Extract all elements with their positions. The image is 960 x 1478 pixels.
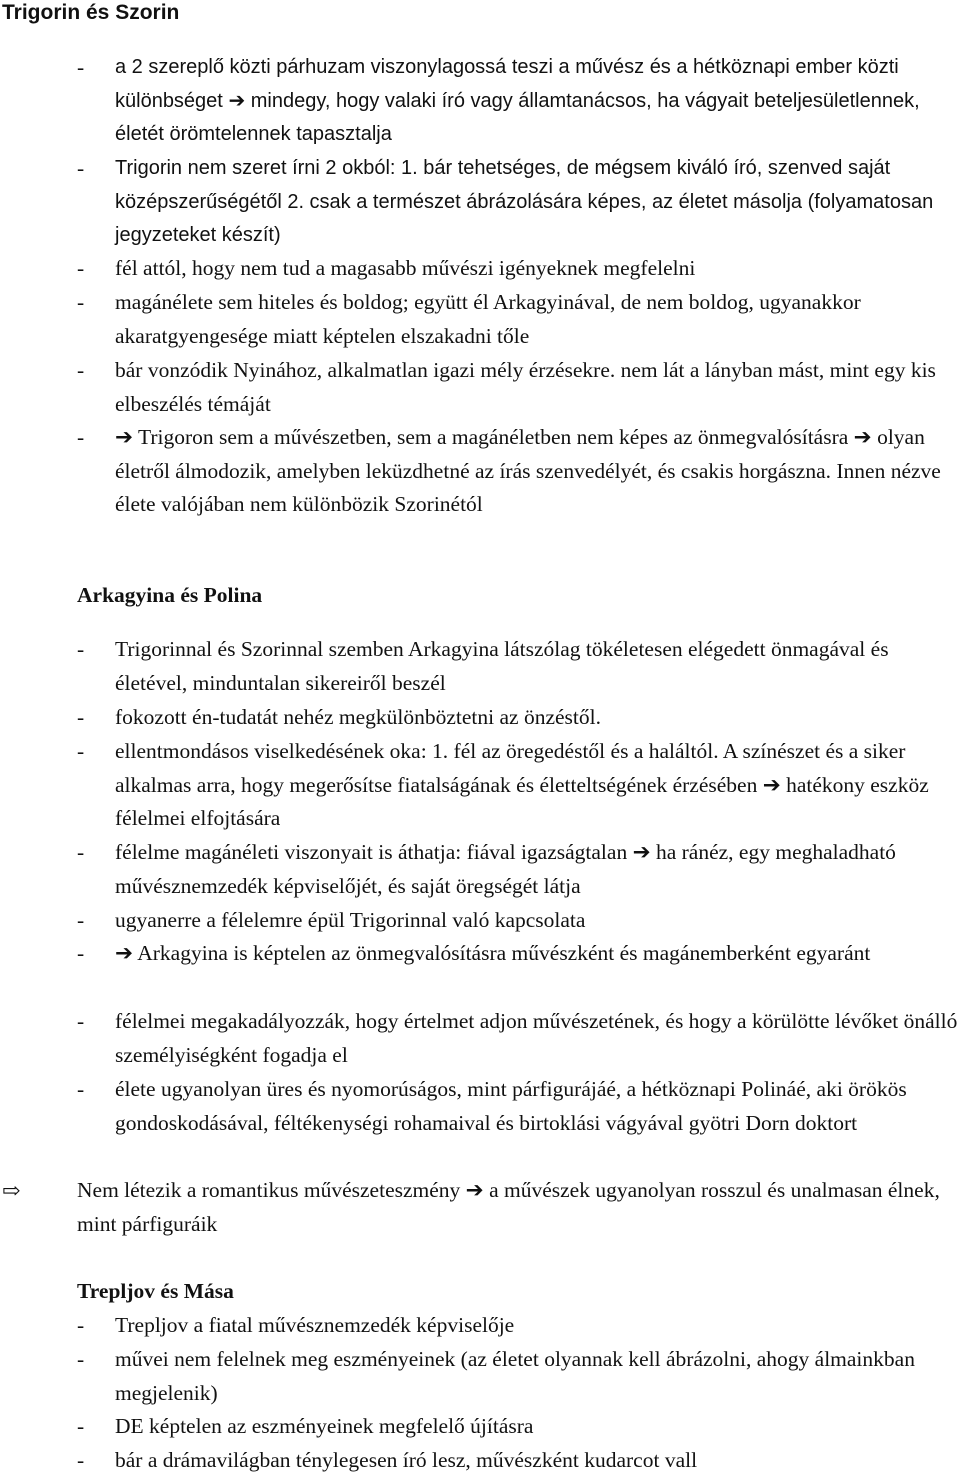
conclusion-text: Nem létezik a romantikus művészeteszmény <box>77 1178 461 1202</box>
section-heading: Trepljov és Mása <box>77 1279 234 1303</box>
dash-bullet: - <box>77 637 85 661</box>
dash-bullet: - <box>77 55 85 79</box>
dash-bullet: - <box>77 290 85 314</box>
dash-bullet: - <box>77 1077 85 1101</box>
item-text: Trigorinnal és Szorinnal szemben Arkagyina látszólag tökéletesen elégedett önmagával és életével, minduntalan sikereiről beszél <box>115 637 889 695</box>
arrow-icon: ➔ <box>762 772 781 797</box>
dash-bullet: - <box>77 705 85 729</box>
conclusion-text-cont: a művészek ugyanolyan rosszul és unalmasan élnek, mint párfiguráik <box>77 1178 940 1236</box>
dash-bullet: - <box>77 739 85 763</box>
item-text: félelmei megakadályozzák, hogy értelmet adjon művészetének, és hogy a körülötte lévőket önálló személyiségként fogadja el <box>115 1009 958 1067</box>
dash-bullet: - <box>77 840 85 864</box>
item-text-cont: olyan életről álmodozik, amelyben leküzdhetné az írás szenvedélyét, és csakis horgászna. Innen nézve élete valójában nem különbözik Szorinétól <box>115 425 941 517</box>
item-text: bár a drámavilágban ténylegesen író lesz, művészként kudarcot vall <box>115 1448 698 1472</box>
item-text-cont: hatékony eszköz félelmei elfojtására <box>115 772 929 831</box>
item-text: Trigoron sem a művészetben, sem a magánéletben nem képes az önmegvalósításra <box>138 425 849 449</box>
item-text: ellentmondásos viselkedésének oka: 1. fél az öregedéstől és a haláltól. A színészet és a siker alkalmas arra, hogy megerősítse fiatalságának és életteltségének érzésében <box>115 739 906 797</box>
dash-bullet: - <box>77 1347 85 1371</box>
item-text: magánélete sem hiteles és boldog; együtt él Arkagyinával, de nem boldog, ugyanakkor akaratgyengesége miatt képtelen elszakadni tőle <box>115 290 861 348</box>
dash-bullet: - <box>77 156 85 180</box>
dash-bullet: - <box>77 1313 85 1337</box>
arrow-icon: ➔ <box>632 840 651 864</box>
item-text: félelme magánéleti viszonyait is áthatja: fiával igazságtalan <box>115 840 628 864</box>
dash-bullet: - <box>77 1448 85 1472</box>
item-text: fél attól, hogy nem tud a magasabb művészi igényeknek megfelelni <box>115 256 696 280</box>
dash-bullet: - <box>77 256 85 280</box>
dash-bullet: - <box>77 425 85 449</box>
item-text: Trigorin nem szeret írni 2 okból: 1. bár tehetséges, de mégsem kiváló író, szenved saját középszerűségétől 2. csak a természet ábrázolására képes, az életet másolja (folyamatosan jegyzeteket készít) <box>115 157 934 247</box>
arrow-icon: ➔ <box>115 941 134 965</box>
dash-bullet: - <box>77 1009 85 1033</box>
item-text-cont: mindegy, hogy valaki író vagy államtanácsos, ha vágyait beteljesületlennek, életét örömtelennek tapasztalja <box>115 89 920 146</box>
item-text: művei nem felelnek meg eszményeinek (az életet olyannak kell ábrázolni, ahogy álmainkban megjelenik) <box>115 1347 915 1405</box>
item-text-cont: ha ránéz, egy meghaladható művésznemzedék képviselőjét, és saját öregségét látja <box>115 840 896 898</box>
item-text: DE képtelen az eszményeinek megfelelő újításra <box>115 1414 534 1438</box>
item-text: élete ugyanolyan üres és nyomorúságos, mint párfigurájáé, a hétköznapi Polináé, aki örökös gondoskodásával, féltékenységi rohamaival és birtoklási vágyával gyötri Dorn doktort <box>115 1077 907 1135</box>
arrow-icon: ➔ <box>465 1178 484 1202</box>
item-text: a 2 szereplő közti párhuzam viszonylagossá teszi a művész és a hétköznapi ember közti különbséget <box>115 56 899 112</box>
arrow-icon: ➔ <box>228 89 246 112</box>
hollow-arrow-icon: ⇨ <box>2 1178 21 1203</box>
item-text: bár vonzódik Nyinához, alkalmatlan igazi mély érzésekre. nem lát a lányban mást, mint egy kis elbeszélés témáját <box>115 358 936 416</box>
arrow-icon: ➔ <box>115 425 134 449</box>
item-text: ugyanerre a félelemre épül Trigorinnal való kapcsolata <box>115 908 586 932</box>
section-heading: Arkagyina és Polina <box>77 583 263 607</box>
dash-bullet: - <box>77 1414 85 1438</box>
item-text: fokozott én-tudatát nehéz megkülönböztetni az önzéstől. <box>115 705 601 729</box>
arrow-icon: ➔ <box>853 425 872 449</box>
dash-bullet: - <box>77 358 85 382</box>
dash-bullet: - <box>77 908 85 932</box>
item-text: Trepljov a fiatal művésznemzedék képviselője <box>115 1313 515 1337</box>
item-text: Arkagyina is képtelen az önmegvalósításra művészként és magánemberként egyaránt <box>137 941 871 965</box>
dash-bullet: - <box>77 941 85 965</box>
document-title: Trigorin és Szorin <box>2 1 180 24</box>
